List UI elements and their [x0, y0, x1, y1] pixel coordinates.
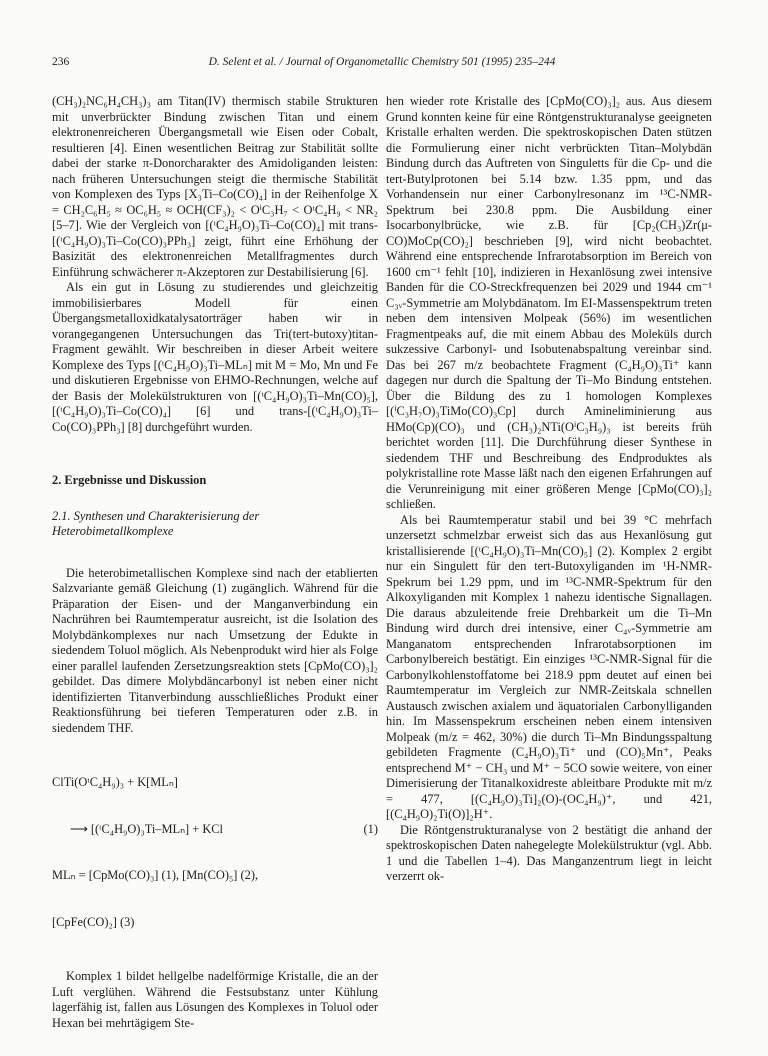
- section-heading: 2. Ergebnisse und Diskussion: [52, 473, 207, 487]
- equation-line: [CpFe(CO)₂] (3): [52, 914, 135, 929]
- equation-line: ClTi(OᵗC₄H₉)₃ + K[MLₙ]: [52, 775, 178, 789]
- running-title: D. Selent et al. / Journal of Organometallic Chemistry 501 (1995) 235–244: [208, 56, 556, 68]
- subsection-heading: 2.1. Synthesen und Charakterisierung der Heterobimetallkomplexe: [52, 508, 260, 538]
- page-header: [52, 56, 712, 72]
- page-number: 236: [52, 56, 70, 68]
- equation-number: (1): [363, 821, 378, 836]
- right-column: [386, 94, 712, 885]
- equation-line: MLₙ = [CpMo(CO)₃] (1), [Mn(CO)₅] (2),: [52, 868, 259, 882]
- paragraph: Komplex 1 bildet hellgelbe nadelförmige Kristalle, die an der Luft verglühen. Während die Festsubstanz unter Kühlung lagerfähig ist, fallen aus Lösungen des Komplexes in Toluol oder Hexan bei mehrtägigem Ste-: [52, 969, 378, 1030]
- equation-line: [52, 822, 378, 838]
- paragraph: hen wieder rote Kristalle des [CpMo(CO)₃]₂ aus. Aus diesem Grund konnten keine für eine Röntgenstrukturanalyse geeigneten Kristalle erhalten werden. Die spektroskopischen Daten stützen die Formulierung einer nicht verbrückten Titan–Molybdän Bindung durch das Auftreten von Singuletts für die Cp- und die tert-Butylprotonen bei 5.14 bzw. 1.35 ppm, und das Vorhandensein nur einer Carbonylresonanz im ¹³C-NMR-Spektrum bei 230.8 ppm. Die Ausbildung einer Isocarbonylbrücke, wie z.B. für [Cp₂(CH₃)Zr(μ-CO)MoCp(CO)₂] beschrieben [9], wird nicht beobachtet. Während eine entsprechende Infrarotabsorption im Bereich von 1600 cm⁻¹ fehlt [10], indizieren in Hexanlösung zwei intensive Banden für die CO-Streckfrequenzen bei 2029 und 1944 cm⁻¹ C₃ᵥ-Symmetrie am Molybdänatom. Im EI-Massenspektrum treten neben dem intensiven Molpeak (56%) im wesentlichen Fragmentpeaks auf, die mit einem Abbau des Moleküls durch sukzessive Carbonyl- und Isobutenabspaltung vereinbar sind. Das bei 267 m/z beobachtete Fragment (C₄H₉O)₃Ti⁺ kann dagegen nur durch die Spaltung der Ti–Mo Bindung entstehen. Über die Bildung des zu 1 homologen Komplexes [(ⁱC₃H₇O)₃TiMo(CO)₃Cp] durch Amineliminierung aus HMo(Cp)(CO)₃ und (CH₃)₂NTi(OⁱC₃H₉)₃ ist bereits früh berichtet worden [11]. Die Durchführung dieser Synthese in siedendem THF und Beschreibung des Endproduktes als polykristalline rote Masse läßt nach den eigenen Erfahrungen auf die Verunreinigung mit einer größeren Menge [CpMo(CO)₃]₂ schließen.: [386, 94, 712, 511]
- paragraph: Als bei Raumtemperatur stabil und bei 39 °C mehrfach unzersetzt schmelzbar erweist sich das aus Hexanlösung gut kristallisierende [(ᵗC₄H₉O)₃Ti–Mn(CO)₅] (2). Komplex 2 ergibt nur ein Singulett für den tert-Butoxyliganden im ¹H-NMR-Spekrum bei 1.29 ppm, und im ¹³C-NMR-Spektrum für den Alkoxyliganden mit Komplex 1 nahezu identische Signallagen. Die daraus abzuleitende freie Drehbarkeit um die Ti–Mn Bindung wird durch drei intensive, einer C₄ᵥ-Symmetrie am Manganatom entsprechenden Infrarotabsorptionen im Carbonylbereich bestätigt. Ein einziges ¹³C-NMR-Signal für die Carbonylkohlenstoffatome bei 218.9 ppm deutet auf einen bei Raumtemperatur im Vergleich zur NMR-Zeitskala schnellen Austausch zwischen axialem und äquatorialen Carbonylliganden hin. Im Massenspekrum erscheinen neben einem intensiven Molpeak (m/z = 462, 30%) die durch Ti–Mn Bindungsspaltung gebildeten Fragmente (C₄H₉O)₃Ti⁺ und (CO)₅Mn⁺, Peaks entsprechend M⁺ − CH₃ und M⁺ − 5CO sowie weitere, von einer Dimerisierung der Titanalkoxidreste ableitbare Produkte mit m/z = 477, [(C₄H₉O)₃Ti]₂(O)-(OC₄H₉)⁺, und 421, [(C₄H₉O)₂Ti(O)]₂H⁺.: [386, 512, 712, 821]
- left-column: [52, 94, 378, 1031]
- paragraph: Die Röntgenstrukturanalyse von 2 bestätigt die anhand der spektroskopischen Daten nahegelegte Molekülstruktur (vgl. Abb. 1 und die Tabellen 1–4). Das Manganzentrum liegt in leicht verzerrt ok-: [386, 822, 712, 883]
- paragraph: Als ein gut in Lösung zu studierendes und gleichzeitig immobilisierbares Modell für einen Übergangsmetalloxidkatalysatorträger haben wir in vorangegangenen Untersuchungen das Tri(tert-butoxy)titan-Fragment gewählt. Wir beschreiben in dieser Arbeit weitere Komplexe des Typs [(ᵗC₄H₉O)₃Ti–MLₙ] mit M = Mo, Mn und Fe und diskutieren Ergebnisse von EHMO-Rechnungen, welche auf der Basis der Molekülstrukturen von [(ᵗC₄H₉O)₃Ti–Mn(CO)₅], [(ᵗC₄H₉O)₃Ti–Co(CO)₄] [6] und trans-[(ᵗC₄H₉O)₃Ti–Co(CO)₃PPh₃] [8] durchgeführt wurden.: [52, 280, 378, 434]
- paragraph: Die heterobimetallischen Komplexe sind nach der etablierten Salzvariante gemäß Gleichung (1) zugänglich. Während für die Präparation der Eisen- und der Manganverbindung ein Nachrühren bei Raumtemperatur ausreicht, ist die Isolation des Molybdänkomplexes nur nach Umsetzung der Edukte in siedendem Toluol möglich. Als Nebenprodukt wird hier als Folge einer parallel laufenden Zersetzungsreaktion stets [CpMo(CO)₃]₂ gebildet. Das dimere Molybdäncarbonyl ist neben einer nicht identifizierten Titanverbindung ausschließliches Produkt einer Reaktionsführung bei tieferen Temperaturen oder z.B. in siedendem THF.: [52, 565, 378, 735]
- equation-1: [52, 744, 378, 961]
- equation-product: ⟶ [(ᵗC₄H₉O)₃Ti–MLₙ] + KCl: [70, 821, 223, 836]
- paragraph: (CH₃)₂NC₆H₄CH₃)₃ am Titan(IV) thermisch stabile Strukturen mit unverbrückter Bindung zwischen Titan und einem elektronenreicheren Übergangsmetall wie Eisen oder Cobalt, resultieren [4]. Einen wesentlichen Beitrag zur Stabilität sollte dabei der starke π-Donorcharakter des Amidoliganden leisten: nach früheren Untersuchungen steigt die thermische Stabilität von Komplexen des Typs [X₃Ti–Co(CO)₄] in der Reihenfolge X = CH₂C₆H₅ ≈ OC₆H₅ ≈ OCH(CF₃)₂ < OⁱC₃H₇ < OᵗC₄H₉ < NR₂ [5–7]. Wie der Vergleich von [(ᵗC₄H₉O)₃Ti–Co(CO)₄] mit trans-[(ᵗC₄H₉O)₃Ti–Co(CO)₃PPh₃] zeigt, führt eine Erhöhung der Basizität des elektronenreichen Metallfragmentes durch Einführung schwächerer π-Akzeptoren zur Destabilisierung [6].: [52, 94, 378, 279]
